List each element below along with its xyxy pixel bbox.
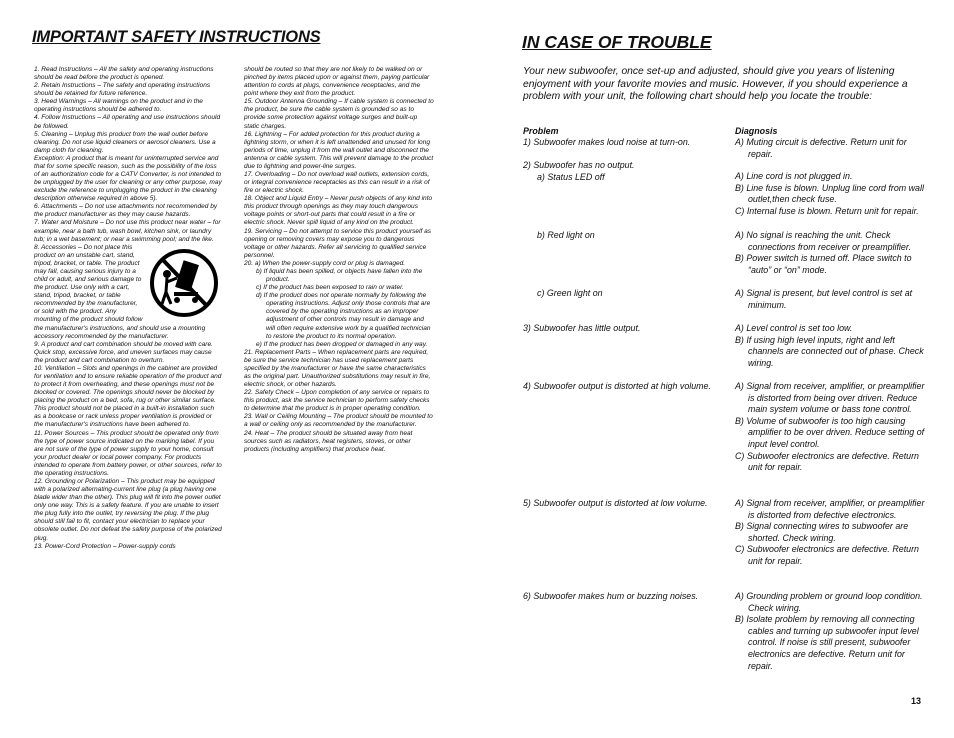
safety-item: Exception: A product that is meant for uninterrupted service and that for some specific reason, such as the possibility of the loss of an authorization code for a CATV Converter, is not intended to be unplugged by the user for cleaning or any other purpose, may exclude the reference to unplugging the product in the cleaning description otherwise required in above 5). <box>34 154 222 203</box>
safety-item: 13. Power-Cord Protection – Power-supply cords <box>34 542 176 550</box>
safety-subitem: e) If the product has been dropped or damaged in any way. <box>256 340 428 348</box>
safety-item: 15. Outdoor Antenna Grounding – If cable system is connected to the product, be sure the cable system is grounded so as to provide some protection against voltage surges and built-up static charges. <box>244 98 434 130</box>
problem-text: 2) Subwoofer has no output. <box>523 160 635 170</box>
diagnosis-text: B) Signal connecting wires to subwoofer are shorted. Check wiring. <box>735 521 909 543</box>
diagnosis-2 <box>735 171 925 217</box>
safety-item-8 <box>34 244 222 341</box>
safety-item: 18. Object and Liquid Entry – Never push objects of any kind into this product through openings as they may touch dangerous voltage points or short-out parts that could result in a fire or electric shock. Never spill liquid of any kind on the product. <box>244 195 433 227</box>
trouble-title: IN CASE OF TROUBLE <box>522 32 712 52</box>
safety-column-1 <box>34 66 222 551</box>
safety-column-2 <box>244 66 434 454</box>
problem-subtext: c) Green light on <box>537 288 603 298</box>
problem-text: 4) Subwoofer output is distorted at high volume. <box>523 381 711 391</box>
problem-text: 3) Subwoofer has little output. <box>523 323 641 333</box>
diagnosis-2c <box>735 288 925 311</box>
diagnosis-text: C) Subwoofer electronics are defective. Return unit for repair. <box>735 544 919 566</box>
safety-item: 22. Safety Check – Upon completion of any service or repairs to this product, ask the service technician to perform safety checks to determine that the product is in proper operating condition. <box>244 389 430 413</box>
diagnosis-2b <box>735 230 925 276</box>
problem-text: 6) Subwoofer makes hum or buzzing noises. <box>523 591 699 601</box>
safety-item: 5. Cleaning – Unplug this product from the wall outlet before cleaning. Do not use liquid cleaners or aerosol cleaners. Use a damp cloth for cleaning. <box>34 130 216 154</box>
safety-item: 10. Ventilation – Slots and openings in the cabinet are provided for ventilation and to ensure reliable operation of the product and to protect it from overheating, and these openings must not be blocked or covered. The openings should never be blocked by placing the product on a bed, sofa, rug or other similar surface. This product should not be placed in a built-in installation such as a bookcase or rack unless proper ventilation is provided or the manufacturer's instructions have been adhered to. <box>34 364 222 429</box>
problem-subtext: b) Red light on <box>537 230 595 240</box>
safety-item: 20. a) When the power-supply cord or plug is damaged. <box>244 259 406 267</box>
diagnosis-5 <box>735 498 925 568</box>
safety-subitem: d) If the product does not operate normally by following the operating instructions. Adjust only those controls that are covered by the operating instructions as an improper adjustment of other controls may result in damage and will often require extensive work by a qualified technician to restore the product to its normal operation. <box>256 292 431 340</box>
safety-title: IMPORTANT SAFETY INSTRUCTIONS <box>32 28 321 46</box>
safety-item: 21. Replacement Parts – When replacement parts are required, be sure the service technician has used replacement parts specified by the manufacturer or have the same characteristics as the original part. Unauthorized substitutions may result in fire, electric shock, or other hazards. <box>244 348 431 389</box>
diagnosis-text: A) Grounding problem or ground loop condition. Check wiring. <box>735 591 923 613</box>
problem-2 <box>523 160 713 183</box>
diagnosis-1 <box>735 137 925 160</box>
safety-subitem: c) If the product has been exposed to rain or water. <box>256 284 404 292</box>
problem-text: 5) Subwoofer output is distorted at low volume. <box>523 498 708 508</box>
safety-item: 4. Follow Instructions – All operating and use instructions should be followed. <box>34 114 221 130</box>
diagnosis-text: C) Internal fuse is blown. Return unit for repair. <box>735 205 919 216</box>
problem-4 <box>523 381 713 393</box>
diagnosis-text: A) Muting circuit is defective. Return unit for repair. <box>735 137 907 159</box>
problem-5 <box>523 498 713 510</box>
diagnosis-text: B) Isolate problem by removing all connecting cables and turning up subwoofer input level control. If noise is still present, subwoofer electronics are defective. Return unit for repair. <box>735 614 919 671</box>
safety-item: 19. Servicing – Do not attempt to service this product yourself as opening or removing covers may expose you to dangerous voltage or other hazards. Refer all servicing to qualified service personnel. <box>244 227 432 259</box>
safety-item: 6. Attachments – Do not use attachments not recommended by the product manufacturer as they may cause hazards. <box>34 203 218 219</box>
problem-6 <box>523 591 713 603</box>
safety-item: 24. Heat – The product should be situated away from heat sources such as radiators, heat registers, stoves, or other products (including amplifiers) that produce heat. <box>244 429 413 453</box>
safety-item-text: 8. Accessories – Do not place this product on an unstable cart, stand, tripod, bracket, or table. The product may fall, causing serious injury to a child or adult, and serious damage to the product. Use only with a cart, stand, tripod, bracket, or table recommended by the manufacturer, or sold with the product. Any mounting of the product should follow the manufacturer's instructions, and should use a mounting accessory recommended by the manufacturer. <box>34 243 206 340</box>
diagnosis-text: B) Volume of subwoofer is too high causing amplifier to be over driven. Reduce setting of input level control. <box>735 415 925 449</box>
diagnosis-text: C) Subwoofer electronics are defective. Return unit for repair. <box>735 450 919 473</box>
safety-item: 2. Retain Instructions – The safety and operating instructions should be retained for future reference. <box>34 82 211 98</box>
problem-header: Problem <box>523 126 559 136</box>
diagnosis-text: A) Line cord is not plugged in. <box>735 171 853 181</box>
safety-item: 1. Read Instructions – All the safety and operating instructions should be read before the product is opened. <box>34 66 214 82</box>
problem-text: 1) Subwoofer makes loud noise at turn-on. <box>523 137 691 147</box>
safety-item: 3. Heed Warnings – All warnings on the product and in the operating instructions should be adhered to. <box>34 98 203 114</box>
diagnosis-4 <box>735 381 925 474</box>
diagnosis-text: A) Level control is set too low. <box>735 323 853 333</box>
problem-3 <box>523 323 713 335</box>
safety-item: 7. Water and Moisture – Do not use this product near water – for example, near a bath tub, wash bowl, kitchen sink, or laundry tub; in a wet basement; or near a swimming pool; and the like. <box>34 219 221 243</box>
diagnosis-text: A) Signal from receiver, amplifier, or preamplifier is distorted from defective electronics. <box>735 498 925 520</box>
diagnosis-text: B) Line fuse is blown. Unplug line cord from wall outlet,then check fuse. <box>735 182 924 205</box>
problem-1 <box>523 137 713 149</box>
diagnosis-header: Diagnosis <box>735 126 778 136</box>
diagnosis-text: B) Power switch is turned off. Place switch to “auto” or “on” mode. <box>735 253 912 275</box>
problem-2b <box>523 230 727 242</box>
safety-item: 23. Wall or Ceiling Mounting – The product should be mounted to a wall or ceiling only as recommended by the manufacturer. <box>244 413 433 429</box>
cart-warning-icon <box>146 248 222 318</box>
diagnosis-3 <box>735 323 925 369</box>
safety-item: 12. Grounding or Polarization – This product may be equipped with a polarized alternating-current line plug (a plug having one blade wider than the other). This plug will fit into the power outlet only one way. This is a safety feature. If you are unable to insert the plug fully into the outlet, try reversing the plug. If the plug should still fail to fit, contact your electrician to replace your obsolete outlet. Do not defeat the safety purpose of the polarized plug. <box>34 477 222 542</box>
diagnosis-text: A) No signal is reaching the unit. Check connections from receiver or preamplifier. <box>735 230 911 252</box>
safety-item: 9. A product and cart combination should be moved with care. Quick stop, excessive force, and uneven surfaces may cause the product and cart combination to overturn. <box>34 340 213 364</box>
diagnosis-text: A) Signal is present, but level control is set at minimum. <box>735 288 913 310</box>
trouble-intro: Your new subwoofer, once set-up and adjusted, should give you years of listening enjoyment with your favorite movies and music. However, if you should experience a problem with your unit, the following chart should help you locate the trouble: <box>523 66 908 103</box>
safety-subitem: b) If liquid has been spilled, or objects have fallen into the product. <box>256 267 423 284</box>
diagnosis-text: B) If using high level inputs, right and left channels are connected out of phase. Check wiring. <box>735 334 924 368</box>
diagnosis-6 <box>735 591 925 672</box>
safety-item: 16. Lightning – For added protection for this product during a lightning storm, or when it is left unattended and unused for long periods of time, unplug it from the wall outlet and disconnect the antenna or cable system. This will prevent damage to the product due to lightning and power-line surges. <box>244 130 434 170</box>
page-number: 13 <box>911 696 922 706</box>
safety-item: 17. Overloading – Do not overload wall outlets, extension cords, or integral convenience receptacles as this can result in a risk of fire or electric shock. <box>244 171 430 195</box>
safety-item: 11. Power Sources – This product should be operated only from the type of power source indicated on the marking label. If you are not sure of the type of power supply to your home, consult your product dealer or local power company. For products intended to operate from battery power, or other sources, refer to the operating instructions. <box>34 429 222 477</box>
safety-item: should be routed so that they are not likely to be walked on or pinched by items placed upon or against them, paying particular attention to cords at plugs, convenience receptacles, and the point where they exit from the product. <box>244 66 430 98</box>
diagnosis-text: A) Signal from receiver, amplifier, or preamplifier is distorted from being over driven. Reduce main system volume or bass tone control. <box>735 381 925 415</box>
problem-2c <box>523 288 727 300</box>
problem-subtext: a) Status LED off <box>537 171 605 182</box>
